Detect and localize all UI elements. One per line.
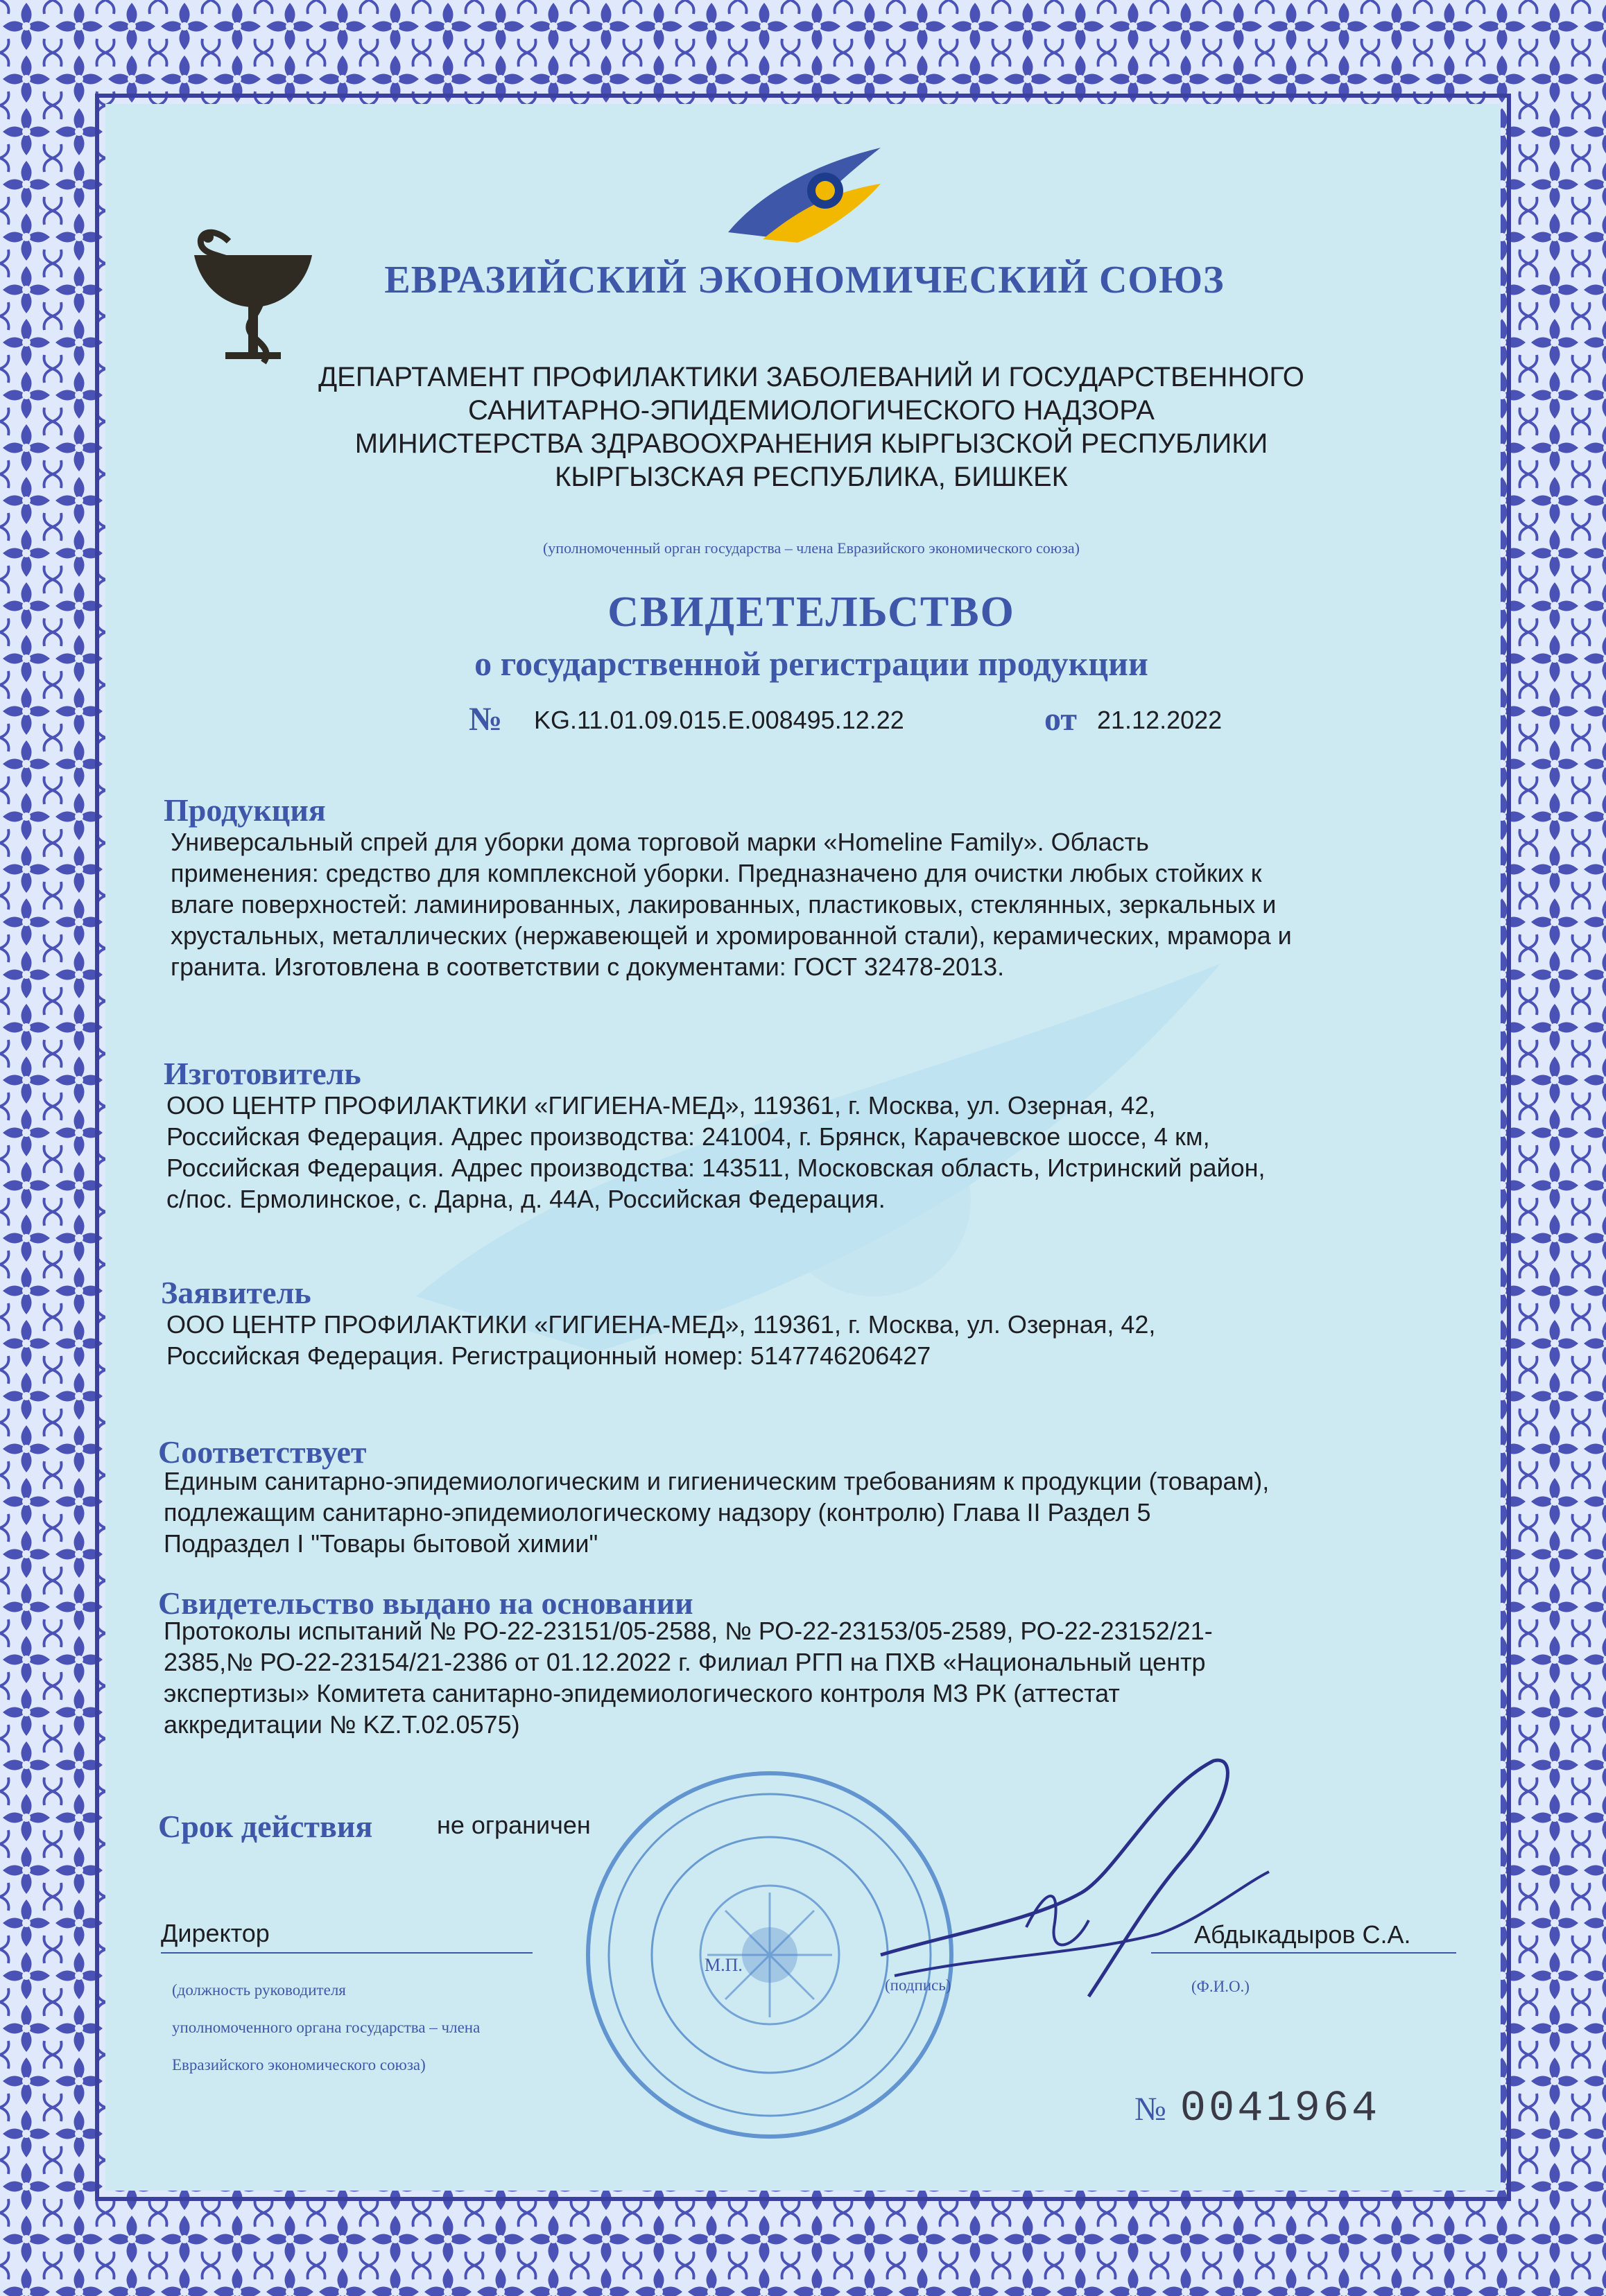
text-line: Протоколы испытаний № РО-22-23151/05-2588, № РО-22-23153/05-2589, РО-22-23152/21- (164, 1617, 1213, 1645)
text-line: Российская Федерация. Адрес производства: 143511, Московская область, Истринский район, (166, 1154, 1266, 1182)
department-line: МИНИСТЕРСТВА ЗДРАВООХРАНЕНИЯ КЫРГЫЗСКОЙ РЕСПУБЛИКИ (354, 428, 1268, 459)
certificate-number: KG.11.01.09.015.E.008495.12.22 (534, 706, 904, 734)
conformity-text (164, 1466, 1474, 1559)
certificate-subtitle: о государственной регистрации продукции (474, 644, 1148, 683)
form-number-value: 0041964 (1180, 2084, 1381, 2133)
role-underline (161, 1952, 533, 1954)
text-line: экспертизы» Комитета санитарно-эпидемиологического контроля МЗ РК (аттестат (164, 1679, 1120, 1707)
validity-value: не ограничен (437, 1811, 591, 1839)
role-note-line: (должность руководителя (172, 1981, 346, 1999)
product-heading: Продукция (164, 792, 326, 828)
product-text (171, 826, 1474, 982)
text-line: подлежащим санитарно-эпидемиологическому надзору (контролю) Глава II Раздел 5 (164, 1498, 1151, 1527)
text-line: Универсальный спрей для уборки дома торговой марки «Homeline Family». Область (171, 828, 1149, 856)
department-line: САНИТАРНО-ЭПИДЕМИОЛОГИЧЕСКОГО НАДЗОРА (468, 395, 1155, 426)
role-note (172, 1972, 480, 2084)
text-line: ООО ЦЕНТР ПРОФИЛАКТИКИ «ГИГИЕНА-МЕД», 119361, г. Москва, ул. Озерная, 42, (166, 1310, 1156, 1339)
text-line: гранита. Изготовлена в соответствии с документами: ГОСТ 32478-2013. (171, 953, 1005, 981)
text-line: хрустальных, металлических (нержавеющей и хромированной стали), керамических, мрамора и (171, 921, 1292, 950)
validity-heading: Срок действия (158, 1809, 373, 1844)
signature-label: (подпись) (885, 1976, 951, 1994)
manufacturer-text (166, 1090, 1470, 1215)
number-label: № (469, 701, 503, 738)
signatory-name: Абдыкадыров С.А. (1194, 1920, 1411, 1949)
text-line: влаге поверхностей: ламинированных, лакированных, пластиковых, стеклянных, зеркальных и (171, 890, 1277, 919)
text-line: 2385,№ РО-22-23154/21-2386 от 01.12.2022 г. Филиал РГП на ПХВ «Национальный центр (164, 1648, 1206, 1676)
role-note-line: Евразийского экономического союза) (172, 2056, 426, 2073)
seal-label: М.П. (705, 1955, 743, 1975)
director-role: Директор (161, 1919, 270, 1947)
basis-text (164, 1615, 1474, 1740)
applicant-heading: Заявитель (161, 1275, 311, 1310)
text-line: ООО ЦЕНТР ПРОФИЛАКТИКИ «ГИГИЕНА-МЕД», 119361, г. Москва, ул. Озерная, 42, (166, 1091, 1156, 1120)
role-note-line: уполномоченного органа государства – члена (172, 2019, 481, 2036)
text-line: аккредитации № KZ.T.02.0575) (164, 1710, 520, 1739)
text-line: Российская Федерация. Регистрационный номер: 5147746206427 (166, 1341, 931, 1370)
certificate-number-row (469, 700, 1370, 742)
department-line: ДЕПАРТАМЕНТ ПРОФИЛАКТИКИ ЗАБОЛЕВАНИЙ И ГОСУДАРСТВЕННОГО (318, 362, 1304, 392)
union-name: ЕВРАЗИЙСКИЙ ЭКОНОМИЧЕСКИЙ СОЮЗ (384, 259, 1225, 302)
name-label: (Ф.И.О.) (1191, 1978, 1250, 1995)
form-number-label: № (1134, 2091, 1166, 2128)
conformity-heading: Соответствует (158, 1434, 367, 1470)
text-line: с/пос. Ермолинское, с. Дарна, д. 44А, Российская Федерация. (166, 1185, 886, 1213)
department-line: КЫРГЫЗСКАЯ РЕСПУБЛИКА, БИШКЕК (555, 462, 1068, 492)
date-label: от (1044, 701, 1077, 738)
authority-note: (уполномоченный орган государства – члена Евразийского экономического союза) (542, 539, 1080, 557)
applicant-text (166, 1309, 1470, 1371)
text-line: Единым санитарно-эпидемиологическим и гигиеническим требованиям к продукции (товарам), (164, 1467, 1270, 1495)
basis-heading: Свидетельство выдано на основании (158, 1585, 693, 1621)
text-line: Подраздел I "Товары бытовой химии" (164, 1529, 598, 1558)
form-number (1134, 2084, 1380, 2133)
manufacturer-heading: Изготовитель (164, 1056, 361, 1091)
text-line: Российская Федерация. Адрес производства: 241004, г. Брянск, Карачевское шоссе, 4 км, (166, 1122, 1210, 1151)
certificate-date: 21.12.2022 (1097, 706, 1223, 734)
text-line: применения: средство для комплексной уборки. Предназначено для очистки любых стойких к (171, 859, 1262, 887)
department-block (250, 360, 1373, 494)
bowl-of-hygieia-icon (187, 220, 319, 380)
name-underline (1151, 1952, 1456, 1954)
eaeu-logo-icon (721, 142, 888, 246)
certificate-title: СВИДЕТЕЛЬСТВО (607, 589, 1015, 636)
